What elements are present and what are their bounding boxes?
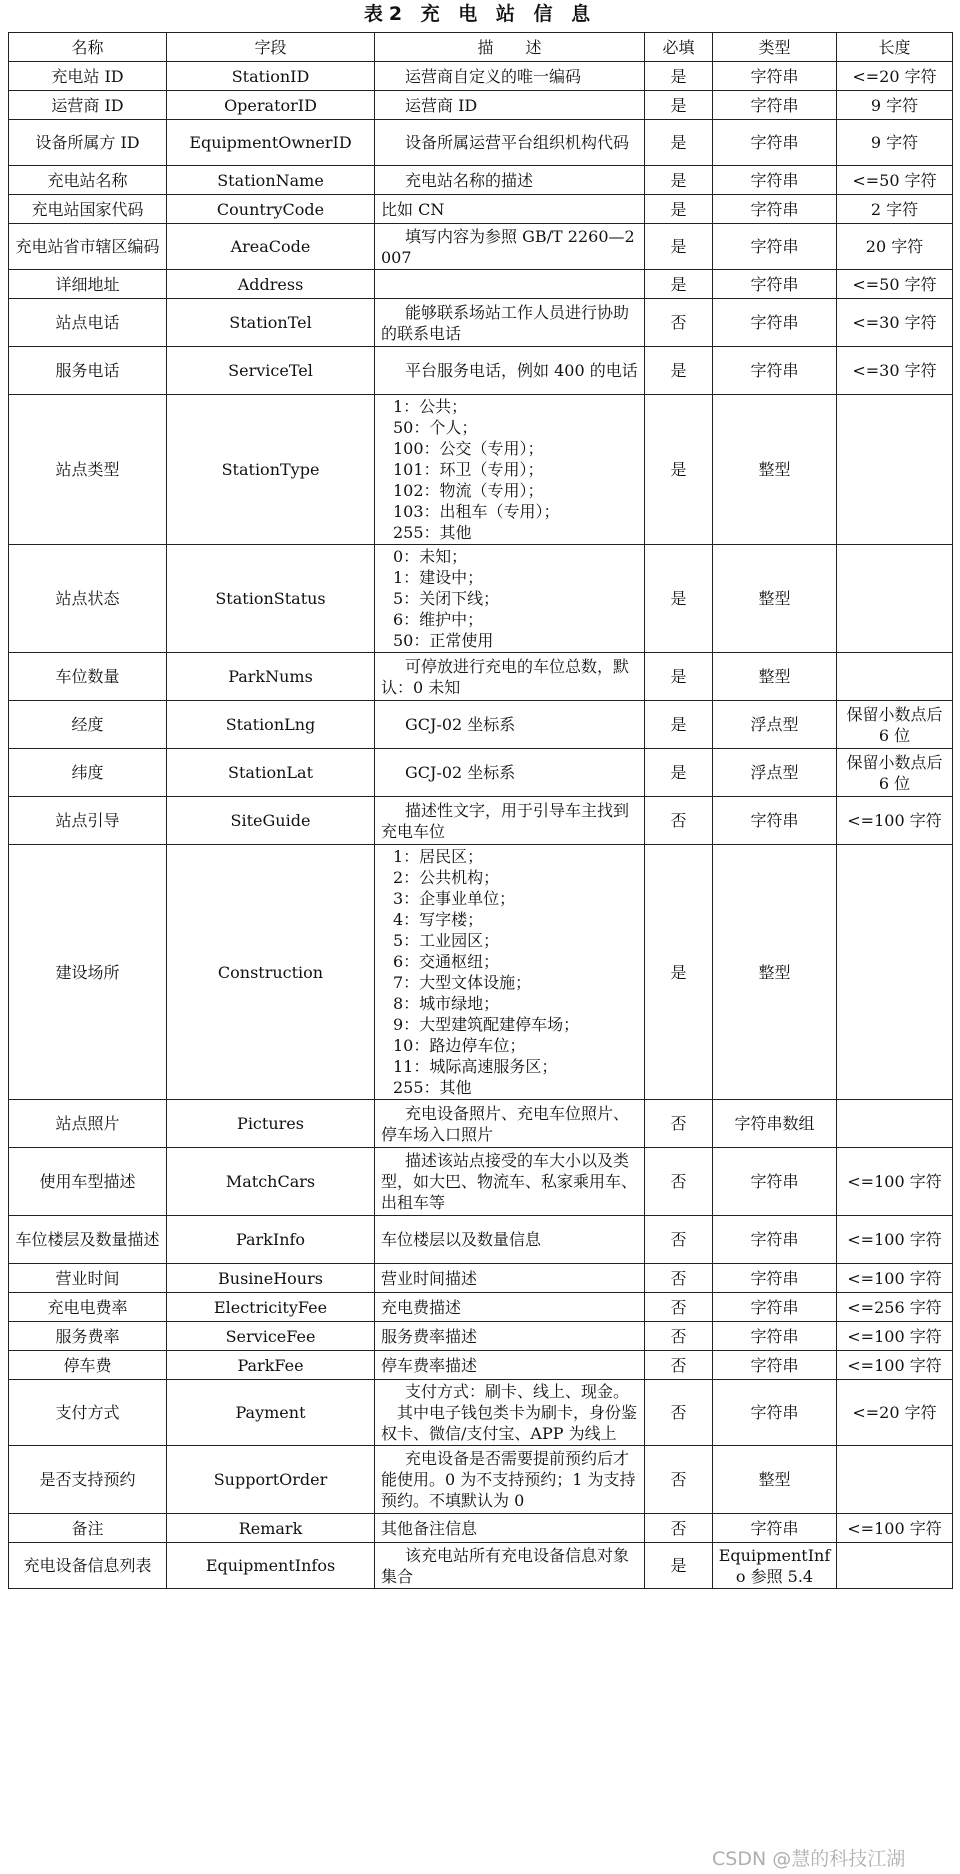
cell-length: <=30 字符: [837, 347, 953, 395]
description-line: 6：维护中；: [393, 610, 484, 629]
cell-field: StationStatus: [167, 545, 375, 653]
cell-description: [375, 347, 645, 395]
description-line: 描述性文字，用于引导车主找到充电车位: [381, 800, 630, 841]
description-line: 50：正常使用: [393, 631, 494, 650]
description-line: 255：其他: [393, 523, 472, 542]
description-line: 可停放进行充电的车位总数，默认：0 未知: [381, 656, 630, 697]
header-field: 字段: [167, 33, 375, 62]
cell-description: [375, 701, 645, 749]
cell-type: 字符串: [713, 270, 837, 299]
table-row: [9, 845, 953, 1100]
header-required: 必填: [645, 33, 713, 62]
description-line: 充电费描述: [381, 1297, 462, 1317]
description-line: 7：大型文体设施；: [393, 973, 532, 992]
cell-description: [375, 1380, 645, 1446]
table-row: [9, 1446, 953, 1514]
cell-name: 充电电费率: [9, 1293, 167, 1322]
cell-type: 字符串: [713, 299, 837, 347]
cell-length: 2 字符: [837, 195, 953, 224]
description-line: 10：路边停车位；: [393, 1036, 526, 1055]
cell-field: Address: [167, 270, 375, 299]
cell-required: 是: [645, 545, 713, 653]
cell-type: 字符串: [713, 1351, 837, 1380]
cell-length: <=50 字符: [837, 270, 953, 299]
cell-field: EquipmentOwnerID: [167, 120, 375, 166]
cell-description: [375, 1148, 645, 1216]
cell-required: 是: [645, 91, 713, 120]
table-row: [9, 395, 953, 545]
cell-length: <=50 字符: [837, 166, 953, 195]
cell-type: 整型: [713, 1446, 837, 1514]
cell-name: 充电站省市辖区编码: [9, 224, 167, 270]
cell-length: <=30 字符: [837, 299, 953, 347]
station-info-table: [8, 32, 953, 1589]
cell-length: <=20 字符: [837, 1380, 953, 1446]
cell-length: 9 字符: [837, 91, 953, 120]
description-line: 1：建设中；: [393, 568, 484, 587]
cell-name: 充电设备信息列表: [9, 1543, 167, 1589]
cell-length: <=100 字符: [837, 1514, 953, 1543]
description-line: 3：企事业单位；: [393, 889, 516, 908]
cell-name: 充电站名称: [9, 166, 167, 195]
table-row: [9, 91, 953, 120]
cell-description: [375, 91, 645, 120]
cell-field: StationLng: [167, 701, 375, 749]
cell-required: 是: [645, 166, 713, 195]
cell-required: 是: [645, 347, 713, 395]
description-line: 其他备注信息: [381, 1518, 478, 1538]
cell-field: Pictures: [167, 1100, 375, 1148]
cell-name: 备注: [9, 1514, 167, 1543]
cell-field: Remark: [167, 1514, 375, 1543]
cell-length: [837, 1446, 953, 1514]
cell-type: 字符串: [713, 1264, 837, 1293]
table-row: [9, 749, 953, 797]
watermark: CSDN @慧的科技江湖: [712, 1848, 906, 1870]
cell-required: 是: [645, 395, 713, 545]
description-line: 服务费率描述: [381, 1326, 478, 1346]
cell-required: 是: [645, 1543, 713, 1589]
table-row: [9, 224, 953, 270]
table-row: [9, 195, 953, 224]
cell-description: [375, 1264, 645, 1293]
cell-name: 充电站 ID: [9, 62, 167, 91]
description-line: 平台服务电话，例如 400 的电话: [405, 361, 638, 380]
description-line: 102：物流（专用）；: [393, 481, 544, 500]
description-line: 充电设备是否需要提前预约后才能使用。0 为不支持预约；1 为支持预约。不填默认为 0: [381, 1449, 636, 1510]
cell-field: EquipmentInfos: [167, 1543, 375, 1589]
cell-length: [837, 653, 953, 701]
header-name: 名称: [9, 33, 167, 62]
cell-length: 保留小数点后 6 位: [837, 749, 953, 797]
cell-type: 字符串数组: [713, 1100, 837, 1148]
cell-field: ServiceFee: [167, 1322, 375, 1351]
cell-type: 字符串: [713, 91, 837, 120]
cell-length: <=20 字符: [837, 62, 953, 91]
cell-required: 否: [645, 1100, 713, 1148]
cell-name: 充电站国家代码: [9, 195, 167, 224]
cell-length: <=100 字符: [837, 797, 953, 845]
cell-length: [837, 1100, 953, 1148]
cell-type: 字符串: [713, 1216, 837, 1264]
cell-description: [375, 1543, 645, 1589]
cell-length: <=100 字符: [837, 1351, 953, 1380]
cell-type: 整型: [713, 395, 837, 545]
cell-required: 否: [645, 1293, 713, 1322]
cell-field: ServiceTel: [167, 347, 375, 395]
cell-required: 否: [645, 1351, 713, 1380]
description-line: 该充电站所有充电设备信息对象集合: [381, 1545, 630, 1586]
cell-field: Construction: [167, 845, 375, 1100]
cell-name: 使用车型描述: [9, 1148, 167, 1216]
cell-name: 建设场所: [9, 845, 167, 1100]
description-line: 9：大型建筑配建停车场；: [393, 1015, 580, 1034]
cell-type: 字符串: [713, 166, 837, 195]
table-row: [9, 166, 953, 195]
cell-type: 字符串: [713, 347, 837, 395]
cell-length: [837, 545, 953, 653]
cell-description: [375, 1351, 645, 1380]
cell-description: [375, 797, 645, 845]
cell-required: 否: [645, 1264, 713, 1293]
cell-name: 站点状态: [9, 545, 167, 653]
cell-name: 设备所属方 ID: [9, 120, 167, 166]
cell-name: 运营商 ID: [9, 91, 167, 120]
cell-field: StationTel: [167, 299, 375, 347]
cell-name: 站点类型: [9, 395, 167, 545]
table-row: [9, 1148, 953, 1216]
cell-type: 字符串: [713, 224, 837, 270]
cell-description: [375, 653, 645, 701]
cell-field: ParkInfo: [167, 1216, 375, 1264]
description-line: 0：未知；: [393, 547, 468, 566]
cell-name: 车位数量: [9, 653, 167, 701]
table-row: [9, 545, 953, 653]
cell-required: 否: [645, 1514, 713, 1543]
cell-description: [375, 166, 645, 195]
description-line: 11：城际高速服务区；: [393, 1057, 558, 1076]
cell-length: 20 字符: [837, 224, 953, 270]
cell-required: 否: [645, 797, 713, 845]
cell-type: 字符串: [713, 120, 837, 166]
cell-required: 否: [645, 299, 713, 347]
cell-name: 纬度: [9, 749, 167, 797]
description-line: 5：工业园区；: [393, 931, 500, 950]
cell-required: 是: [645, 845, 713, 1100]
cell-required: 是: [645, 270, 713, 299]
cell-description: [375, 395, 645, 545]
table-row: [9, 1293, 953, 1322]
cell-length: [837, 845, 953, 1100]
description-line: 营业时间描述: [381, 1268, 478, 1288]
cell-field: Payment: [167, 1380, 375, 1446]
table-row: [9, 653, 953, 701]
table-row: [9, 120, 953, 166]
cell-name: 支付方式: [9, 1380, 167, 1446]
cell-name: 详细地址: [9, 270, 167, 299]
cell-length: <=100 字符: [837, 1148, 953, 1216]
cell-type: 字符串: [713, 797, 837, 845]
cell-field: ElectricityFee: [167, 1293, 375, 1322]
description-line: 其中电子钱包类卡为刷卡，身份鉴权卡、微信/支付宝、APP 为线上: [381, 1403, 638, 1443]
cell-type: EquipmentInfo 参照 5.4: [713, 1543, 837, 1589]
table-row: [9, 1264, 953, 1293]
cell-length: <=100 字符: [837, 1264, 953, 1293]
cell-field: BusineHours: [167, 1264, 375, 1293]
header-type: 类型: [713, 33, 837, 62]
table-row: [9, 270, 953, 299]
cell-field: ParkFee: [167, 1351, 375, 1380]
table-row: [9, 1322, 953, 1351]
cell-required: 否: [645, 1446, 713, 1514]
table-row: [9, 1100, 953, 1148]
cell-type: 字符串: [713, 62, 837, 91]
description-line: 支付方式：刷卡、线上、现金。: [405, 1382, 630, 1401]
header-row: [9, 33, 953, 62]
cell-name: 服务电话: [9, 347, 167, 395]
header-length: 长度: [837, 33, 953, 62]
cell-description: [375, 845, 645, 1100]
description-line: 运营商自定义的唯一编码: [405, 66, 582, 86]
cell-length: [837, 1543, 953, 1589]
cell-required: 是: [645, 62, 713, 91]
description-line: 比如 CN: [381, 199, 445, 219]
cell-description: [375, 749, 645, 797]
header-description: 描 述: [375, 33, 645, 62]
table-row: [9, 347, 953, 395]
cell-length: [837, 395, 953, 545]
cell-type: 整型: [713, 653, 837, 701]
description-line: 8：城市绿地；: [393, 994, 500, 1013]
cell-required: 否: [645, 1380, 713, 1446]
description-line: GCJ-02 坐标系: [405, 715, 516, 734]
cell-field: CountryCode: [167, 195, 375, 224]
table-row: [9, 1351, 953, 1380]
description-line: 充电站名称的描述: [405, 170, 534, 190]
description-line: 车位楼层以及数量信息: [381, 1230, 542, 1249]
description-line: 100：公交（专用）；: [393, 439, 544, 458]
table-row: [9, 1380, 953, 1446]
table-row: [9, 797, 953, 845]
cell-description: [375, 195, 645, 224]
table-row: [9, 62, 953, 91]
cell-description: [375, 224, 645, 270]
cell-type: 整型: [713, 545, 837, 653]
cell-description: [375, 120, 645, 166]
cell-type: 整型: [713, 845, 837, 1100]
description-line: 填写内容为参照 GB/T 2260—2007: [381, 226, 635, 267]
cell-description: [375, 1293, 645, 1322]
cell-field: AreaCode: [167, 224, 375, 270]
cell-type: 字符串: [713, 1514, 837, 1543]
cell-name: 营业时间: [9, 1264, 167, 1293]
description-line: 4：写字楼；: [393, 910, 484, 929]
description-line: 1：公共；: [393, 397, 468, 416]
cell-length: 保留小数点后 6 位: [837, 701, 953, 749]
table-row: [9, 1216, 953, 1264]
cell-required: 是: [645, 749, 713, 797]
cell-type: 字符串: [713, 1293, 837, 1322]
cell-required: 是: [645, 653, 713, 701]
cell-required: 是: [645, 195, 713, 224]
cell-required: 否: [645, 1322, 713, 1351]
cell-required: 是: [645, 120, 713, 166]
cell-length: <=256 字符: [837, 1293, 953, 1322]
description-line: 103：出租车（专用）；: [393, 502, 560, 521]
cell-type: 浮点型: [713, 749, 837, 797]
cell-name: 是否支持预约: [9, 1446, 167, 1514]
description-line: 101：环卫（专用）；: [393, 460, 544, 479]
description-line: 充电设备照片、充电车位照片、停车场入口照片: [381, 1103, 630, 1144]
cell-description: [375, 545, 645, 653]
cell-type: 字符串: [713, 1380, 837, 1446]
table-row: [9, 1543, 953, 1589]
description-line: 50：个人；: [393, 418, 478, 437]
cell-type: 字符串: [713, 1148, 837, 1216]
cell-required: 否: [645, 1216, 713, 1264]
description-line: 6：交通枢纽；: [393, 952, 500, 971]
cell-field: MatchCars: [167, 1148, 375, 1216]
cell-description: [375, 62, 645, 91]
description-line: 运营商 ID: [405, 95, 478, 115]
cell-required: 否: [645, 1148, 713, 1216]
description-line: 停车费率描述: [381, 1355, 478, 1375]
cell-length: <=100 字符: [837, 1322, 953, 1351]
cell-length: 9 字符: [837, 120, 953, 166]
cell-type: 字符串: [713, 1322, 837, 1351]
table-caption: 表2 充 电 站 信 息: [363, 3, 597, 25]
cell-name: 停车费: [9, 1351, 167, 1380]
cell-field: SupportOrder: [167, 1446, 375, 1514]
cell-description: [375, 270, 645, 299]
cell-field: StationName: [167, 166, 375, 195]
cell-field: ParkNums: [167, 653, 375, 701]
cell-description: [375, 1216, 645, 1264]
table-row: [9, 701, 953, 749]
cell-field: StationLat: [167, 749, 375, 797]
cell-name: 站点电话: [9, 299, 167, 347]
cell-description: [375, 1446, 645, 1514]
description-line: 1：居民区；: [393, 847, 484, 866]
cell-description: [375, 299, 645, 347]
cell-field: OperatorID: [167, 91, 375, 120]
cell-name: 车位楼层及数量描述: [9, 1216, 167, 1264]
cell-name: 经度: [9, 701, 167, 749]
description-line: 5：关闭下线；: [393, 589, 500, 608]
cell-description: [375, 1100, 645, 1148]
description-line: 描述该站点接受的车大小以及类型，如大巴、物流车、私家乘用车、出租车等: [381, 1151, 638, 1212]
description-line: GCJ-02 坐标系: [405, 763, 516, 782]
description-line: 设备所属运营平台组织机构代码: [405, 133, 630, 152]
description-line: 能够联系场站工作人员进行协助的联系电话: [381, 302, 630, 343]
cell-name: 站点引导: [9, 797, 167, 845]
cell-name: 站点照片: [9, 1100, 167, 1148]
cell-required: 是: [645, 224, 713, 270]
cell-type: 字符串: [713, 195, 837, 224]
description-line: 2：公共机构；: [393, 868, 500, 887]
table-row: [9, 1514, 953, 1543]
cell-field: StationID: [167, 62, 375, 91]
cell-name: 服务费率: [9, 1322, 167, 1351]
cell-field: StationType: [167, 395, 375, 545]
cell-description: [375, 1514, 645, 1543]
table-row: [9, 299, 953, 347]
cell-field: SiteGuide: [167, 797, 375, 845]
cell-type: 浮点型: [713, 701, 837, 749]
cell-length: <=100 字符: [837, 1216, 953, 1264]
cell-description: [375, 1322, 645, 1351]
cell-required: 是: [645, 701, 713, 749]
description-line: 255：其他: [393, 1078, 472, 1097]
